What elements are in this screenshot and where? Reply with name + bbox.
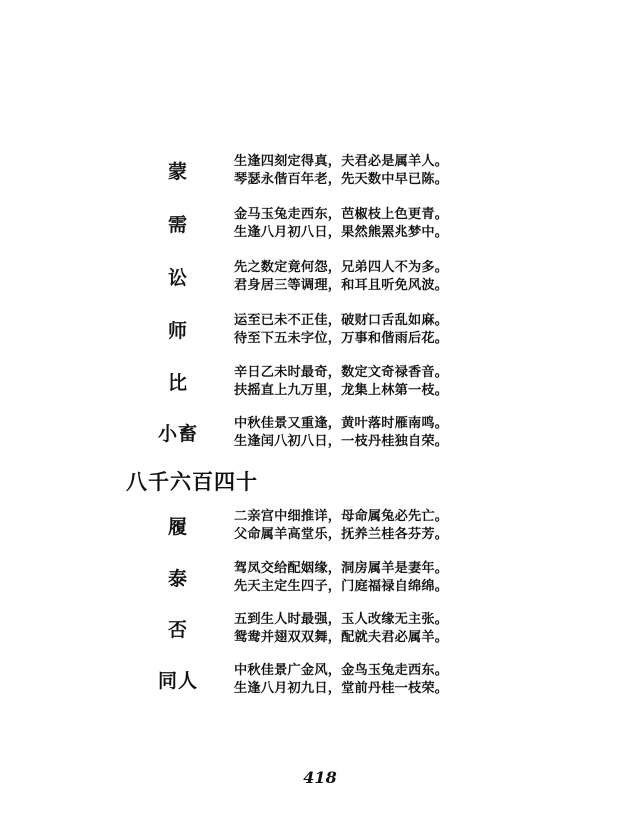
verse-line-1: 先之数定竟何怨，兄弟四人不为多。 — [234, 260, 449, 275]
verse-line-2: 扶摇直上九万里，龙集上林第一枝。 — [234, 383, 449, 398]
verse-line-2: 君身居三等调理，和耳且听免风波。 — [234, 278, 449, 293]
verse-line-1: 生逢四刻定得真，夫君必是属羊人。 — [234, 154, 449, 169]
hexagram-name: 同人 — [157, 670, 198, 692]
verse-line-1: 驾凤交给配姻缘，洞房属羊是妻年。 — [234, 561, 449, 576]
entry-xiaoxu — [0, 412, 640, 456]
verse-line-1: 中秋佳景又重逢，黄叶落时雁南鸣。 — [234, 416, 449, 431]
verse-line-1: 运至已未不正佳，破财口舌乱如麻。 — [234, 313, 449, 328]
hexagram-name: 蒙 — [167, 161, 188, 183]
hexagram-name: 比 — [167, 372, 188, 394]
verse-line-2: 生逢八月初九日，堂前丹桂一枝荣。 — [234, 681, 449, 696]
section-heading: 八千六百四十 — [126, 469, 258, 494]
entry-xu — [0, 203, 640, 247]
verse-line-1: 金马玉兔走西东，芭椒枝上色更青。 — [234, 207, 449, 222]
verse-line-2: 生逢八月初八日，果然熊罴兆梦中。 — [234, 225, 449, 240]
verse-line-2: 先天主定生四子，门庭福禄自绵绵。 — [234, 579, 449, 594]
hexagram-name: 否 — [167, 619, 188, 641]
verse-line-1: 中秋佳景广金风，金鸟玉兔走西东。 — [234, 663, 449, 678]
verse-line-2: 琴瑟永偕百年老，先天数中早已陈。 — [234, 172, 449, 187]
verse-line-2: 生逢闰八初八日，一枝丹桂独自荣。 — [234, 434, 449, 449]
hexagram-name: 履 — [167, 516, 188, 538]
hexagram-name: 小畜 — [157, 423, 198, 445]
verse-line-2: 待至下五未字位，万事和偕雨后花。 — [234, 331, 449, 346]
entry-lv — [0, 505, 640, 549]
verse-line-2: 父命属羊高堂乐，抚养兰桂各芬芳。 — [234, 527, 449, 542]
hexagram-name: 泰 — [167, 568, 188, 590]
entry-bi — [0, 361, 640, 405]
entry-meng — [0, 150, 640, 194]
hexagram-name: 讼 — [167, 267, 188, 289]
entry-song — [0, 256, 640, 300]
entry-tai — [0, 557, 640, 601]
hexagram-name: 师 — [167, 320, 188, 342]
entry-tongren — [0, 659, 640, 703]
verse-line-1: 辛日乙未时最奇，数定文奇禄香音。 — [234, 365, 449, 380]
entry-pi — [0, 608, 640, 652]
verse-line-1: 五到生人时最强，玉人改缘无主张。 — [234, 612, 449, 627]
verse-line-2: 鸳鸯并翅双双舞，配就夫君必属羊。 — [234, 630, 449, 645]
hexagram-name: 需 — [167, 214, 188, 236]
verse-line-1: 二亲宫中细推详，母命属兔必先亡。 — [234, 509, 449, 524]
entry-shi — [0, 309, 640, 353]
page-number: 418 — [303, 768, 337, 787]
